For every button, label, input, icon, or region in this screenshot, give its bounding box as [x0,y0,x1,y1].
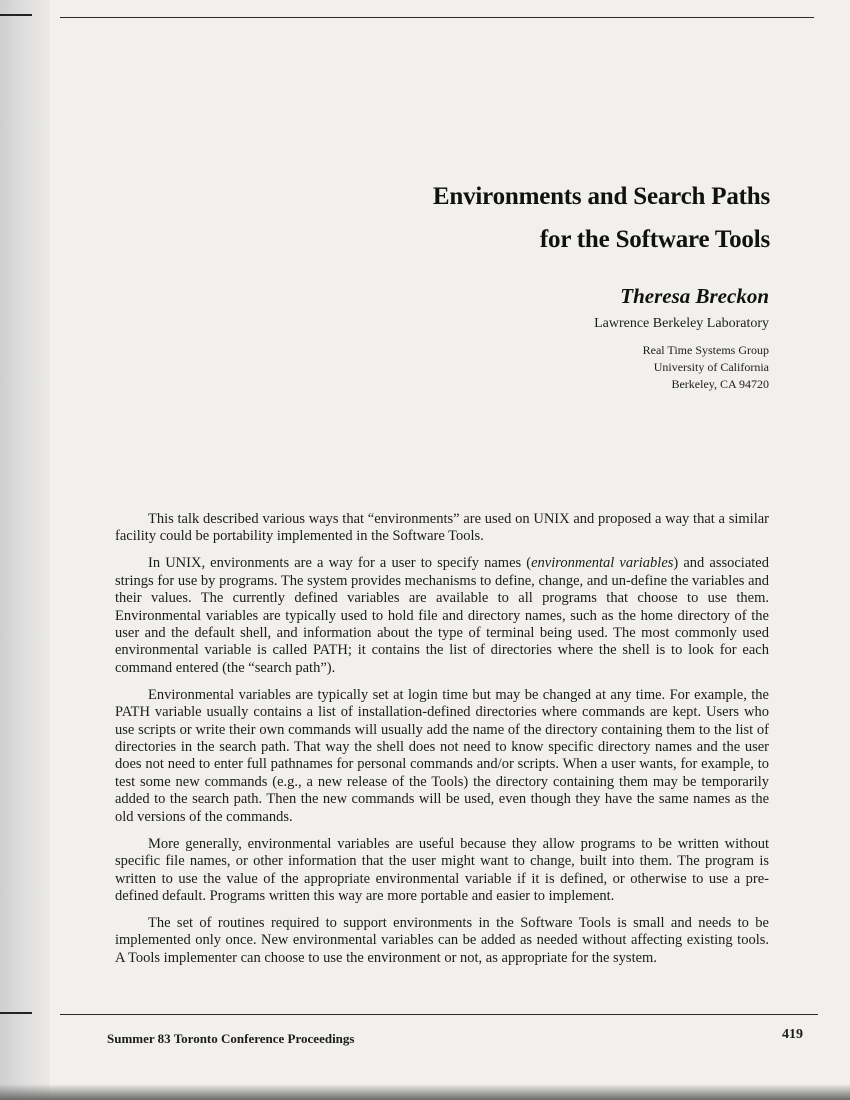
proceedings-name: Summer 83 Toronto Conference Proceedings [107,1031,355,1046]
page-number: 419 [782,1027,803,1042]
paper-title-line1: Environments and Search Paths [432,183,770,210]
address-line-3: Berkeley, CA 94720 [671,377,769,391]
header-rule [60,17,814,18]
paragraph-5: The set of routines required to support environments in the Software Tools is small and needs to be implemented only once. New environmental variables can be added as needed without affecting existing tools. A Tools implementer can choose to use the environment or not, as appropriate for the system. [115,914,769,966]
paragraph-2: In UNIX, environments are a way for a user to specify names (environmental variables) and associated strings for use by programs. The system provides mechanisms to define, change, and un-define the variables and their values. The currently defined variables are available to all programs that choose to use them. Environmental variables are typically used to hold file and directory names, such as the home directory of the user and the default shell, and information about the type of terminal being used. The most commonly used environmental variable is called PATH; it contains the list of directories where the shell is to look for each command entered (the “search path”). [115,555,769,676]
paragraph-4: More generally, environmental variables are useful because they allow programs to be written without specific file names, or other information that the user might want to change, built into them. The program is written to use the value of the appropriate environmental variable if it is defined, or otherwise to use a pre-defined default. Programs written this way are more portable and easier to implement. [115,835,769,904]
paragraph-1: This talk described various ways that “environments” are used on UNIX and proposed a way that a similar facility could be portability implemented in the Software Tools. [115,511,769,545]
bottom-shadow [0,1084,850,1100]
author-name: Theresa Breckon [620,284,769,308]
address-line-2: University of California [653,360,769,374]
margin-mark-top [0,14,32,16]
affiliation: Lawrence Berkeley Laboratory [594,316,769,331]
body-text [115,511,769,977]
binding-shadow [0,0,50,1100]
paper-title-line2: for the Software Tools [539,226,770,253]
address-line-1: Real Time Systems Group [642,343,769,357]
margin-mark-bottom [0,1012,32,1014]
footer-rule [60,1014,818,1015]
paragraph-3: Environmental variables are typically set at login time but may be changed at any time. For example, the PATH variable usually contains a list of installation-defined directories where commands are kept. Users who use scripts or write their own commands will usually add the name of the directory containing them to the list of directories in the search path. That way the shell does not need to know specific directory names and the user does not need to enter full pathnames for personal commands and/or scripts. When a user wants, for example, to test some new commands (e.g., a new release of the Tools) the directory containing them may be temporarily added to the search path. Then the new commands will be used, even though they have the same names as the old versions of the commands. [115,686,769,825]
emphasis-term: environmental variables [531,555,674,572]
